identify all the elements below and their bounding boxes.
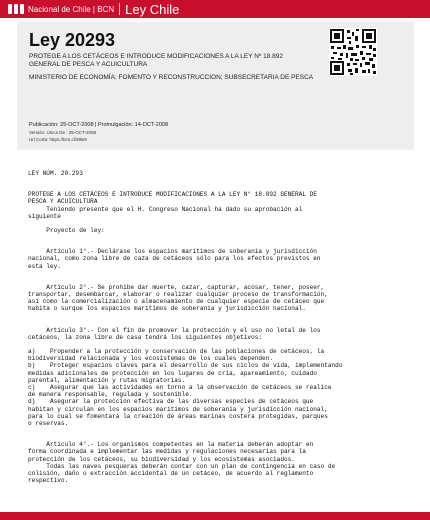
law-title-line: PROTEGE A LOS CETÁCEOS E INTRODUCE MODIFICACIONES A LA LEY N° 18.892 GENERAL DE PESCA Y ACUICULTURA [28,191,317,206]
top-banner [0,0,430,18]
publication-dates: Publicación: 25-OCT-2008 | Promulgación: 14-OCT-2008 [29,122,168,128]
law-number-heading: LEY NÚM. 20.293 [28,170,83,177]
article-2: Artículo 2°.- Se prohíbe dar muerte, cazar, capturar, acosar, tener, poseer, transportar, desembarcar, elaborar o realizar cualquier proceso de transformación, así como la comercialización o almacenamiento de cualquier especie de cetáceo que habita o surque los espacios marítimos de soberanía y jurisdicción nacional. [28,283,328,313]
bcn-brand-text: Nacional de Chile | BCN [28,4,115,14]
article-3: Artículo 3°.- Con el fin de promover la protección y el uso no letal de los cetáceos, la zona libre de casa tendrá los siguientes objetivos: [28,326,321,341]
short-url[interactable]: Url Corta: https://bcn.cl/39ls9 [29,137,87,142]
bcn-logo [6,2,26,16]
proyecto-label: Proyecto de ley: [28,227,105,235]
article-4: Artículo 4°.- Los organismos competentes en la materia deberán adoptar en forma coordinada e implementar las medidas y regulaciones necesarias para la protección de los cetáceos, su biodiversidad y los ecosistemas asociados. Todas las naves pesqueras deberán contar con un plan de contingencia en caso de colisión, daño o extracción accidental de un cetáceo, de acuerdo al reglamento respectivo. [28,441,336,485]
preamble-paragraph: Teniendo presente que el H. Congreso Nacional ha dado su aprobación al siguiente [28,205,303,220]
law-header-box [17,22,414,150]
ministry-text: MINISTERIO DE ECONOMÍA; FOMENTO Y RECONSTRUCCION; SUBSECRETARIA DE PESCA [29,74,314,81]
law-title: Ley 20293 [29,30,116,50]
law-body-text [28,170,406,485]
article-3-items: a) Propender a la protección y conservación de las poblaciones de cetáceos, la biodiversidad relacionada y los ecosistemas de los cuales dependen. b) Proteger espacios claves para el desarrollo de sus ciclos de vida, implementando medidas adicionales de protección en los lugares de cría, apareamiento, cuidado parental, alimentación y rutas migratorias. c) Asegurar que las actividades en torno a la observación de cetáceos se realice de manera responsable, regulada y sostenible. d) Asegurar la protección efectiva de las diversas especies de cetáceos que habitan y circulan en los espacios marítimos de soberanía y jurisdicción nacional, para lo cual se fomentará la creación de áreas marinas costera protegidas, parques o reservas. [28,348,343,428]
banner-divider [119,3,120,15]
bottom-banner [0,512,430,520]
law-subtitle: PROTEGE A LOS CETÁCEOS E INTRODUCE MODIFICACIONES A LA LEY Nº 18.892 GENERAL DE PESCA Y ACUICULTURA [29,53,284,68]
article-1: Artículo 1°.- Declárase los espacios marítimos de soberanía y jurisdicción nacional, como zona libre de caza de cetáceos sólo para los efectos previstos en esta ley. [28,248,321,270]
ley-chile-title: Ley Chile [125,1,180,17]
qr-code-icon [329,28,377,76]
version-text: Versión: Única De : 25-OCT-2008 [29,130,97,135]
